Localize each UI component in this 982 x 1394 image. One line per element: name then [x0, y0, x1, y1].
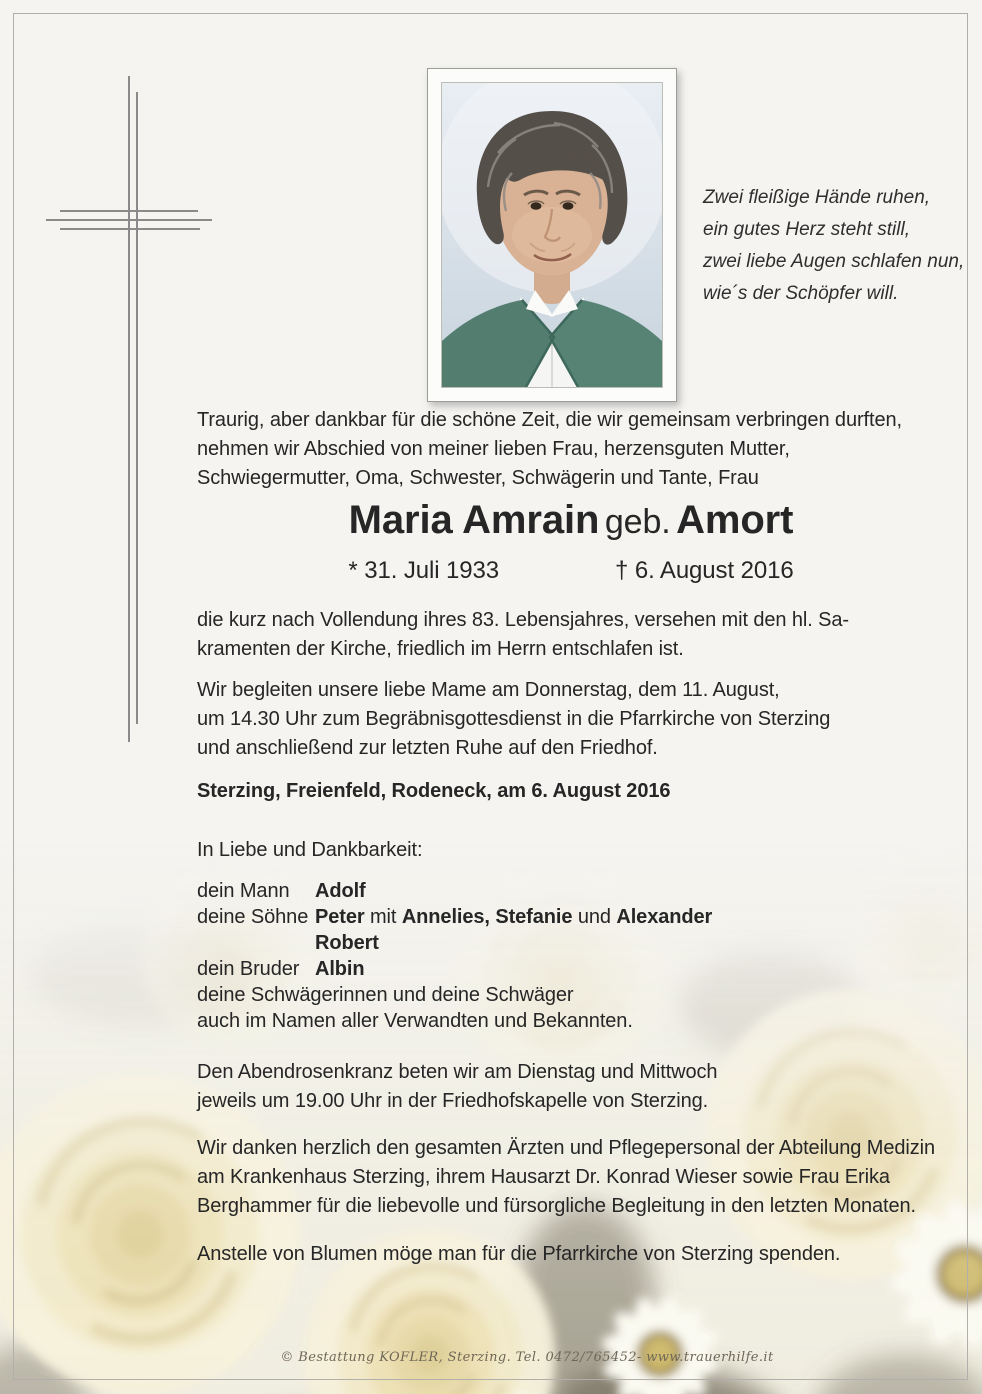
- mourner-name: Alexander: [616, 906, 713, 928]
- deceased-geb-label: geb.: [604, 503, 671, 541]
- intro-line: Traurig, aber dankbar für die schöne Zeit, die wir gemeinsam verbringen durften,: [197, 409, 902, 431]
- poem-line: Zwei fleißige Hände ruhen,: [703, 187, 931, 208]
- funeral-line: um 14.30 Uhr zum Begräbnisgottesdienst in die Pfarrkirche von Sterzing: [197, 708, 831, 730]
- rosary-line: Den Abendrosenkranz beten wir am Dienstag und Mittwoch: [197, 1061, 718, 1083]
- mourner-label: deine Söhne: [197, 906, 309, 928]
- deceased-name: [197, 494, 945, 553]
- connector-word: und: [577, 906, 611, 928]
- funeral-home-footer: © Bestattung KOFLER, Sterzing. Tel. 0472/765452- www.trauerhilfe.it: [280, 1350, 774, 1365]
- memorial-poem: [703, 182, 973, 310]
- mourner-name: Peter: [315, 906, 365, 928]
- intro-paragraph: [197, 406, 902, 493]
- rosary-paragraph: [197, 1058, 717, 1116]
- portrait-photo-frame: [427, 68, 677, 402]
- rosary-line: jeweils um 19.00 Uhr in der Friedhofskapelle von Sterzing.: [197, 1090, 709, 1112]
- mourner-label: dein Mann: [197, 880, 290, 902]
- intro-line: Schwiegermutter, Oma, Schwester, Schwägerin und Tante, Frau: [197, 467, 759, 489]
- passing-line: die kurz nach Vollendung ihres 83. Lebensjahres, versehen mit den hl. Sa-: [197, 609, 849, 631]
- donation-line: Anstelle von Blumen möge man für die Pfarrkirche von Sterzing spenden.: [197, 1243, 841, 1265]
- poem-line: ein gutes Herz steht still,: [703, 219, 910, 240]
- mourner-name: Stefanie: [495, 906, 573, 928]
- passing-paragraph: [197, 606, 849, 664]
- mourners-list: [197, 878, 712, 1034]
- deceased-name-main: Maria Amrain: [348, 498, 600, 542]
- deceased-maiden-name: Amort: [676, 498, 794, 542]
- funeral-paragraph: [197, 676, 830, 763]
- life-dates: [197, 556, 945, 585]
- mourner-name: Robert: [315, 932, 379, 954]
- intro-line: nehmen wir Abschied von meiner lieben Frau, herzensguten Mutter,: [197, 438, 790, 460]
- connector-word: mit: [370, 906, 397, 928]
- thanks-line: am Krankenhaus Sterzing, ihrem Hausarzt Dr. Konrad Wieser sowie Frau Erika: [197, 1166, 890, 1188]
- mourner-name: Adolf: [315, 880, 366, 902]
- death-date: † 6. August 2016: [615, 557, 794, 584]
- passing-line: kramenten der Kirche, friedlich im Herrn entschlafen ist.: [197, 638, 684, 660]
- mourner-row: [197, 878, 712, 904]
- cross-icon: [40, 74, 220, 749]
- portrait-photo: [441, 82, 663, 388]
- thanks-line: Wir danken herzlich den gesamten Ärzten und Pflegepersonal der Abteilung Medizin: [197, 1137, 935, 1159]
- poem-line: zwei liebe Augen schlafen nun,: [703, 251, 965, 272]
- closing-line: In Liebe und Dankbarkeit:: [197, 839, 423, 861]
- mourner-label: dein Bruder: [197, 958, 300, 980]
- mourner-row: [197, 930, 712, 956]
- funeral-line: Wir begleiten unsere liebe Mame am Donnerstag, dem 11. August,: [197, 679, 780, 701]
- mourner-row: [197, 904, 712, 930]
- funeral-line: und anschließend zur letzten Ruhe auf den Friedhof.: [197, 737, 658, 759]
- mourner-name: Albin: [315, 958, 365, 980]
- mourner-row: [197, 956, 712, 982]
- poem-line: wie´s der Schöpfer will.: [703, 283, 899, 304]
- thanks-paragraph: [197, 1134, 935, 1221]
- also-line: auch im Namen aller Verwandten und Bekannten.: [197, 1010, 633, 1032]
- birth-date: * 31. Juli 1933: [348, 557, 500, 584]
- inlaws-line: deine Schwägerinnen und deine Schwäger: [197, 984, 574, 1006]
- thanks-line: Berghammer für die liebevolle und fürsorgliche Begleitung in den letzten Monaten.: [197, 1195, 917, 1217]
- place-date-line: Sterzing, Freienfeld, Rodeneck, am 6. August 2016: [197, 780, 671, 802]
- mourner-name: Annelies,: [401, 906, 490, 928]
